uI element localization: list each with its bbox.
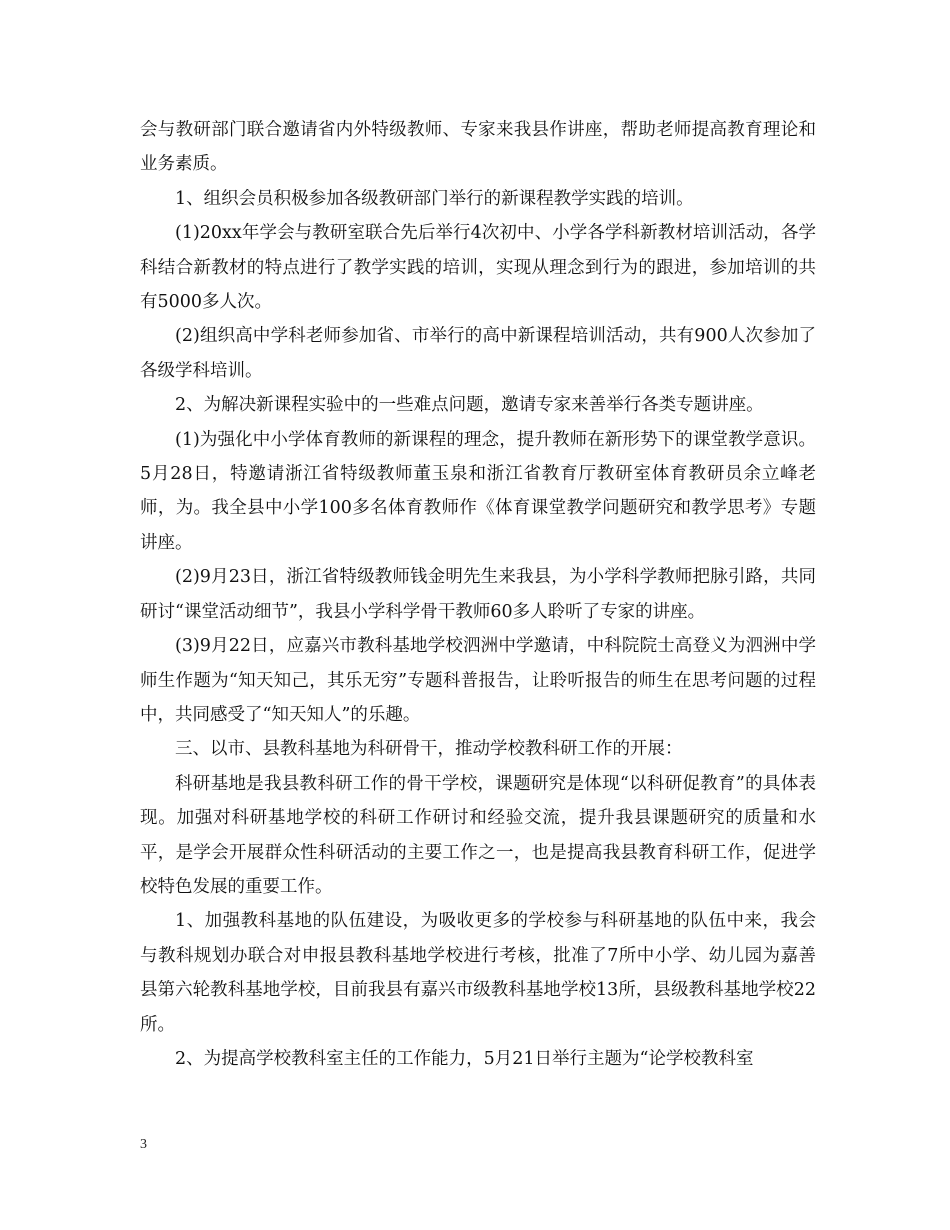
paragraph-2-3-academician-report: (3)9月22日，应嘉兴市教科基地学校泗洲中学邀请，中科院院士高登义为泗洲中学师生作题为“知天知己，其乐无穷”专题科普报告，让聆听报告的师生在思考问题的过程中，共同感受了“知天知人”的乐趣。 (140, 636, 816, 725)
paragraph-3-1-team-building: 1、加强教科基地的队伍建设，为吸收更多的学校参与科研基地的队伍中来，我会与教科规划办联合对申报县教科基地学校进行考核，批准了7所中小学、幼儿园为嘉善县第六轮教科基地学校，目前我县有嘉兴市级教科基地学校13所，县级教科基地学校22所。 (140, 911, 816, 1035)
paragraph-2-2-science-lecture: (2)9月23日，浙江省特级教师钱金明先生来我县，为小学科学教师把脉引路，共同研讨“课堂活动细节”，我县小学科学骨干教师60多人聆听了专家的讲座。 (140, 567, 816, 622)
paragraph-research-base: 科研基地是我县教科研工作的骨干学校，课题研究是体现“以科研促教育”的具体表现。加强对科研基地学校的科研工作研讨和经验交流，提升我县课题研究的质量和水平，是学会开展群众性科研活动的主要工作之一，也是提高我县教育科研工作，促进学校特色发展的重要工作。 (140, 773, 816, 897)
paragraph-1-1-new-textbook-training: (1)20xx年学会与教研室联合先后举行4次初中、小学各学科新教材培训活动，各学科结合新教材的特点进行了教学实践的培训，实现从理念到行为的跟进，参加培训的共有5000多人次。 (140, 223, 816, 313)
paragraph-1-training: 1、组织会员积极参加各级教研部门举行的新课程教学实践的培训。 (175, 188, 694, 209)
paragraph-continuation: 会与教研部门联合邀请省内外特级教师、专家来我县作讲座，帮助老师提高教育理论和业务素质。 (140, 120, 816, 175)
paragraph-2-expert-lectures: 2、为解决新课程实验中的一些难点问题，邀请专家来善举行各类专题讲座。 (175, 395, 764, 416)
paragraph-2-1-pe-lecture: (1)为强化中小学体育教师的新课程的理念，提升教师在新形势下的课堂教学意识。5月28日，特邀请浙江省特级教师董玉泉和浙江省教育厅教研室体育教研员余立峰老师，为。我全县中小学100多名体育教师作《体育课堂教学问题研究和教学思考》专题讲座。 (140, 429, 816, 553)
page-number: 3 (140, 1137, 147, 1152)
document-body (140, 113, 816, 1076)
paragraph-1-2-high-school-training: (2)组织高中学科老师参加省、市举行的高中新课程培训活动，共有900人次参加了各级学科培训。 (140, 326, 816, 381)
section-heading-3: 三、以市、县教科基地为科研骨干，推动学校教科研工作的开展： (175, 739, 683, 760)
paragraph-3-2-director-ability: 2、为提高学校教科室主任的工作能力，5月21日举行主题为“论学校教科室 (175, 1048, 754, 1069)
